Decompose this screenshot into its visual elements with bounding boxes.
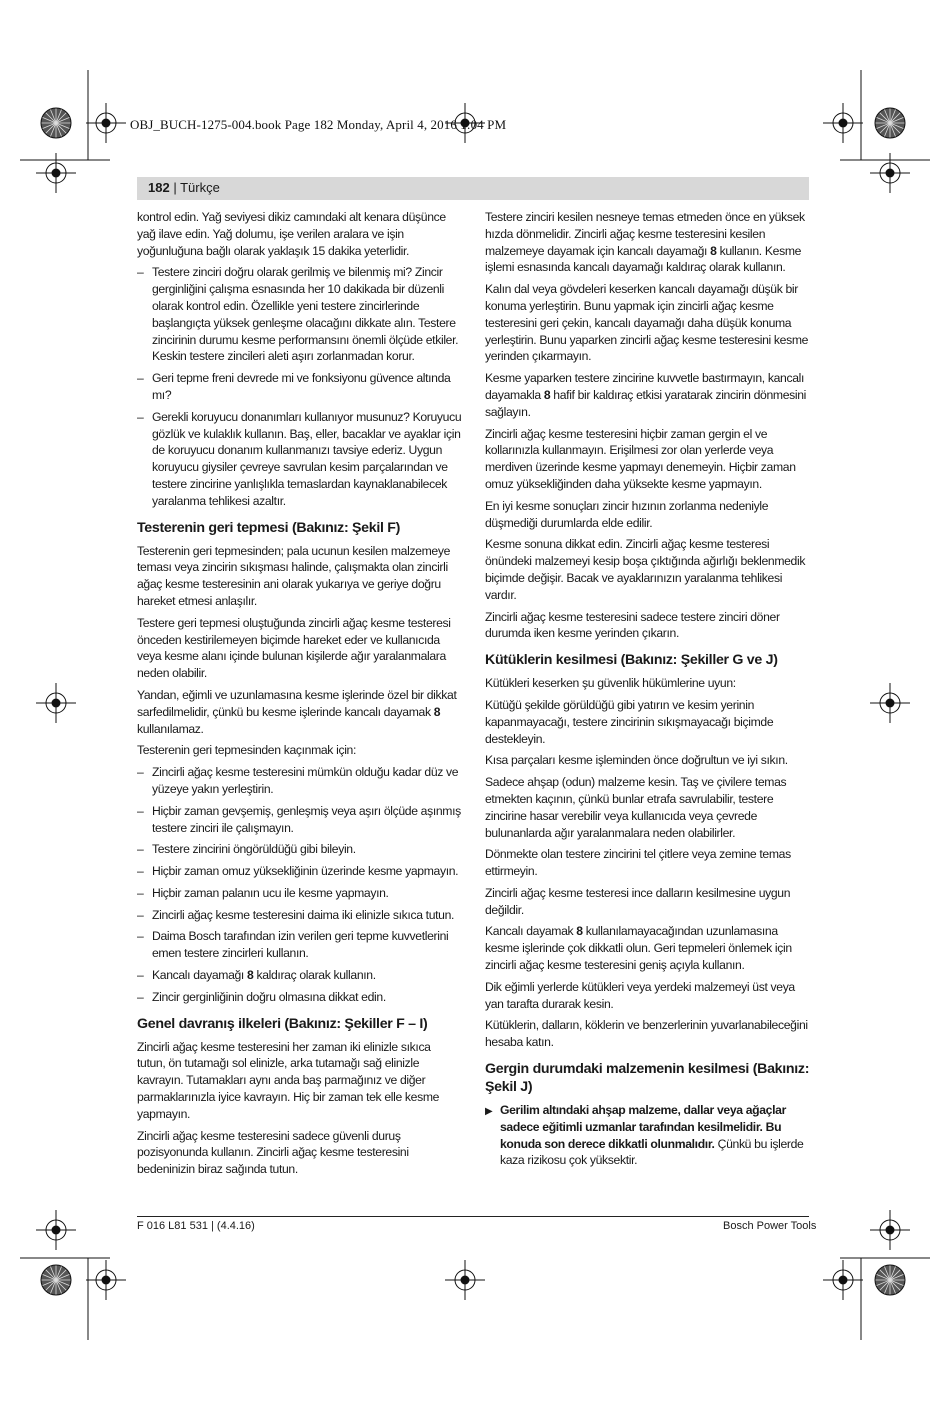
paragraph: Sadece ahşap (odun) malzeme kesin. Taş ve çivilere temas etmekten kaçının, çünkü bunlar etrafa savrulabilir, testere zincirine hasar verebilir veya kullanıcıda veya çevrede bulunanlarda ağır yaralanmalara neden olabilirler. [485,775,787,840]
section-heading: Gergin durumdaki malzemenin kesilmesi (Bakınız: Şekil J) [485,1061,810,1096]
bullet-dash: – [137,968,144,983]
footer-rule [137,1216,809,1217]
bullet-item [137,841,462,858]
paragraph: En iyi kesme sonuçları zincir hızının zorlanma nedeniyle düşmediği durumlarda elde edilir. [485,498,769,530]
paragraph: Kütükleri keserken şu güvenlik hükümlerine uyun: [485,676,736,691]
paragraph: kontrol edin. Yağ seviyesi dikiz camındaki alt kenara düşünce yağ ilave edin. Yağ dolumu, işe verilen aralara ve işin yoğunluğuna bağlı olarak yaklaşık 15 dakika yeterlidir. [137,210,446,258]
bullet-dash: – [137,929,144,944]
print-job-info: OBJ_BUCH-1275-004.book Page 182 Monday, April 4, 2016 1:04 PM [130,117,507,132]
bullet-text: Testere zincirini öngörüldüğü gibi bileyin. [152,842,356,857]
paragraph: Zincirli ağaç kesme testeresini sadece güvenli duruş pozisyonunda kullanın. Zincirli ağaç kesme testeresini bedeninizin biraz sağında tutun. [137,1128,409,1177]
bullet-item [137,803,462,837]
paragraph: Kütüğü şekilde görüldüğü gibi yatırın ve kesim yerinin kapanmayacağı, testere zincirinin sıkışmayacağı biçimde destekleyin. [485,697,774,746]
left-column [137,209,462,1183]
bullet-item [137,409,462,510]
bullet-dash: – [137,371,144,386]
bullet-item [137,989,462,1006]
bullet-dash: – [137,409,144,424]
bullet-item [137,370,462,404]
bullet-dash: – [137,265,144,280]
paragraph: Zincirli ağaç kesme testeresini hiçbir zaman gergin el ve kollarınızla kullanmayın. Erişilmesi zor olan yerlerde veya merdiven üzerinde kesme yapmayı denemeyin. Hiçbir zaman omuz yüksekliğinden daha yüksekte kesme yapmayın. [485,426,796,491]
bullet-text: Zincirli ağaç kesme testeresini daima iki elinizle sıkıca tutun. [152,907,455,922]
bullet-dash: – [137,885,144,900]
paragraph: Dik eğimli yerlerde kütükleri veya yerdeki malzemeyi üst veya yan tarafta durarak kesin. [485,979,795,1011]
bullet-dash: – [137,842,144,857]
paragraph: Kancalı dayamak 8 kullanılamayacağından uzunlamasına kesme işlerinde çok dikkatli olun. Geri tepmeleri önlemek için zincirli ağaç kesme testeresini geniş açıyla kullanın. [485,924,792,973]
section-heading: Kütüklerin kesilmesi (Bakınız: Şekiller G ve J) [485,652,778,669]
bullet-text: Hiçbir zaman palanın ucu ile kesme yapmayın. [152,885,389,900]
bullet-item [137,967,462,984]
bullet-item [137,885,462,902]
bullet-dash: – [137,803,144,818]
bullet-text: Gerekli koruyucu donanımları kullanıyor musunuz? Koruyucu gözlük ve kulaklık kullanın. Baş, eller, bacaklar ve ayaklar için de koruyucu donanım kullanmanızı tavsiye ederiz. Uygun koruyucu giysiler çevreye savrulan kesim parçalarından ve testere zincirine yanlışlıkla temaslardan kaynaklanabilecek yaralanma tehlikesi azaltır. [152,409,462,508]
paragraph: Kalın dal veya gövdeleri keserken kancalı dayamağı düşük bir konuma yerleştirin. Bunu yapmak için zincirli ağaç kesme testeresini geri çekin, kancalı dayamağı daha düşük konuma yerleştirin. Bunu yaparken zincirli ağaç kesme testeresini kesme yerinden çıkarmayın. [485,282,809,364]
bullet-text: Zincir gerginliğinin doğru olmasına dikkat edin. [152,989,386,1004]
paragraph: Dönmekte olan testere zincirini tel çitlere veya zemine temas ettirmeyin. [485,847,791,879]
right-column [485,209,810,1169]
paragraph: Testerenin geri tepmesinden kaçınmak için: [137,743,357,758]
bullet-text: Zincirli ağaç kesme testeresini mümkün olduğu kadar düz ve yüzeye yakın yerleştirin. [152,765,459,796]
bullet-item [137,764,462,798]
page-header-text [148,180,220,195]
warning-item [485,1102,810,1169]
paragraph: Zincirli ağaç kesme testeresini her zaman iki elinizle sıkıca tutun, ön tutamağı sol elinizle, arka tutamağı sağ elinizle kavrayın. Tutamakları aynı anda baş parmağınız ve diğer parmaklarınızla iyice kavrayın. Hiç bir zaman tek elle kesme yapmayın. [137,1039,440,1121]
paragraph: Kesme yaparken testere zincirine kuvvetle bastırmayın, kancalı dayamakla 8 hafif bir kaldıraç etkisi yaratarak zincirin dönmesini sağlayın. [485,371,807,419]
paragraph: Kütüklerin, dalların, köklerin ve benzerlerinin yuvarlanabileceğini hesaba katın. [485,1018,808,1050]
bullet-text: Kancalı dayamağı 8 kaldıraç olarak kullanın. [152,968,376,983]
header-language: Türkçe [180,180,220,195]
bullet-dash: – [137,864,144,879]
bullet-item [137,928,462,962]
paragraph: Kısa parçaları kesme işleminden önce doğrultun ve iyi sıkın. [485,753,788,768]
header-separator: | [169,180,181,195]
bullet-dash: – [137,989,144,1004]
bullet-text: Hiçbir zaman gevşemiş, genleşmiş veya aşırı ölçüde aşınmış testere zinciri ile çalışmayın. [152,803,461,835]
bullet-text: Hiçbir zaman omuz yüksekliğinin üzerinde kesme yapmayın. [152,864,459,879]
bullet-text: Daima Bosch tarafından izin verilen geri tepme kuvvetlerini emen testere zincirleri kullanın. [152,929,449,961]
paragraph: Kesme sonuna dikkat edin. Zincirli ağaç kesme testeresi önündeki malzemeyi kesip boşa çıktığında ağırlığı beklenmedik biçimde değişir. Bacak ve ayaklarınızın yaralanma tehlikesi vardır. [485,537,806,602]
page-number: 182 [148,180,170,195]
footer-brand: Bosch Power Tools [723,1220,817,1232]
section-heading: Testerenin geri tepmesi (Bakınız: Şekil F) [137,519,401,536]
bullet-dash: – [137,765,144,780]
warning-arrow-icon: ▶ [485,1106,493,1118]
paragraph: Testere geri tepmesi oluştuğunda zincirli ağaç kesme testeresi önceden kestirilemeyen biçimde hareket eder ve kullanıcıda veya kesme alanı içinde bulunan kişilerde ağır yaralanmalara neden olabilir. [137,615,451,681]
paragraph: Testere zinciri kesilen nesneye temas etmeden önce en yüksek hızda dönmelidir. Zincirli ağaç kesme testeresini kesilen malzemeye dayamak için kancalı dayamağı 8 kullanın. Kesme işlemi esnasında kancalı dayamağı kaldıraç olarak kullanın. [485,210,805,275]
bullet-text: Geri tepme freni devrede mi ve fonksiyonu güvence altında mı? [152,371,451,402]
paragraph: Zincirli ağaç kesme testeresini sadece testere zinciri döner durumda iken kesme yerinden çıkarın. [485,609,780,641]
paragraph: Zincirli ağaç kesme testeresi ince dalların kesilmesine uygun değildir. [485,885,791,917]
bullet-text: Testere zinciri doğru olarak gerilmiş ve bilenmiş mi? Zincir gerginliğini çalışma esnasında her 10 dakikada bir düzenli olarak kontrol edin. Özellikle yeni testere zincirlerinde başlangıçta yüksek genleşme olacağını dikkate alın. Testere zincirinin durumu kesme performansını önemli ölçüde etkiler. Keskin testere zincileri aleti aşırı zorlanmadan korur. [152,265,459,364]
bullet-dash: – [137,907,144,922]
bullet-item [137,863,462,880]
bullet-item [137,907,462,924]
warning-text: Gerilim altındaki ahşap malzeme, dallar veya ağaçlar sadece eğitimli uzmanlar tarafından kesilmelidir. Bu konuda son derece dikkatli olunmalıdır. Çünkü bu işlerde kaza rizikosu çok yüksektir. [500,1103,804,1168]
bullet-item [137,264,462,365]
footer-document-code: F 016 L81 531 | (4.4.16) [137,1220,255,1232]
paragraph: Testerenin geri tepmesinden; pala ucunun kesilen malzemeye teması veya zincirin sıkışması halinde, çalışmakta olan zincirli ağaç kesme testeresinin ani olarak yukarıya ve geriye doğru hareket etmesi anlaşılır. [137,543,451,608]
paragraph: Yandan, eğimli ve uzunlamasına kesme işlerinde özel bir dikkat sarfedilmelidir, çünkü bu kesme işlerinde kancalı dayamak 8 kullanılamaz. [137,687,457,736]
section-heading: Genel davranış ilkeleri (Bakınız: Şekiller F – I) [137,1015,428,1032]
page-header [137,177,809,200]
